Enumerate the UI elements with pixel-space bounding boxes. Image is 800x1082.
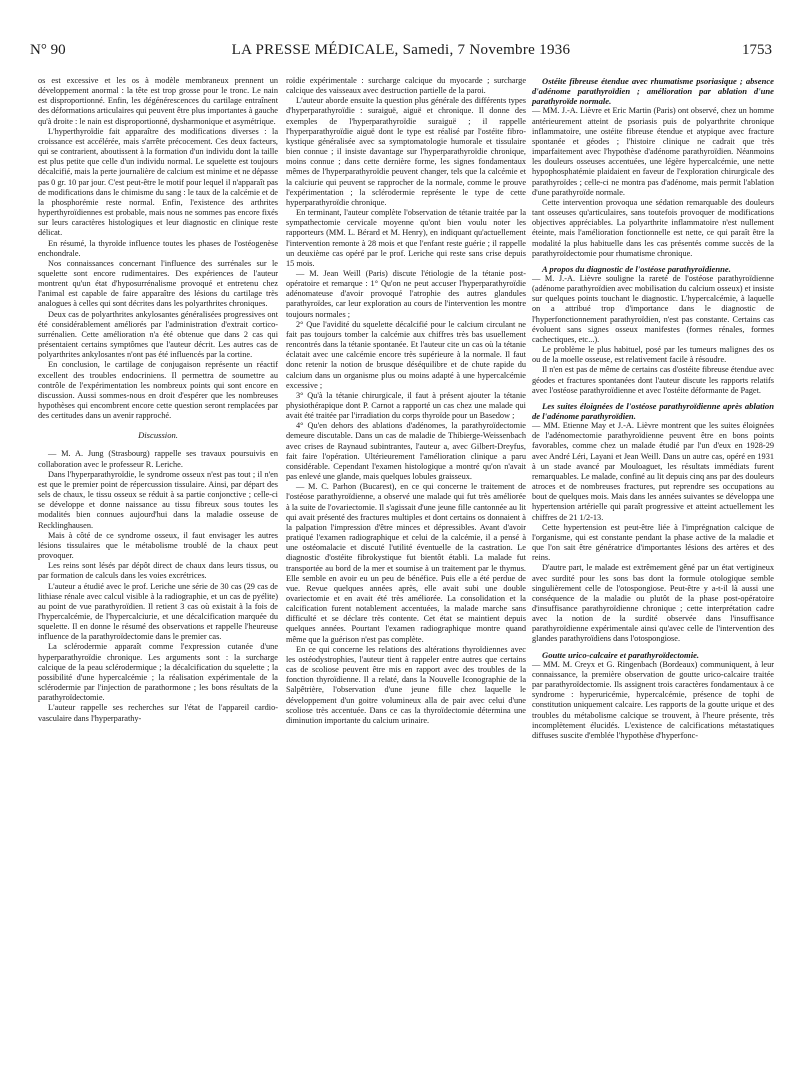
- column-2: [286, 76, 526, 726]
- paragraph: D'autre part, le malade est extrêmement gêné par un état vertigineux avec surdité pour les sons bas dont la formule otologique semble singulièrement celle de l'otospongiose. Peut-être y a-t-il là aussi une conséquence de la maladie ou plutôt de la phase post-opératoire d'insuffisance parathyroïdienne chronique ; cette interprétation cadre avec la notion de la surdité observée dans l'insuffisance parathyroïdienne expérimentale ainsi qu'avec celle de l'intervention des glandes parathyroïdiens dans l'otospongiose.: [532, 563, 774, 644]
- paragraph: Cette hypertension est peut-être liée à l'imprégnation calcique de l'organisme, qui est constante pendant la phase active de la maladie et que l'on sait être génératrice d'importantes lésions des artères et des reins.: [532, 522, 774, 563]
- paragraph: Deux cas de polyarthrites ankylosantes généralisées progressives ont été considérablement améliorés par l'administration d'extrait cortico-surrénalien. Cette amélioration n'a été obtenue que dans 2 cas qui présentaient certains symptômes que l'auteur décrit. Les autres cas de polyarthrites ankylosantes n'ont pas été influencés par la cortine.: [38, 309, 278, 360]
- page-number: 1753: [742, 42, 772, 58]
- paragraph: L'auteur aborde ensuite la question plus générale des différents types d'hyperparathyroïdie : suraiguë, aiguë et chronique. Il donne des exemples de l'hyperparathyroïdie suraiguë ; il rappelle l'hyperparathyroïdie aiguë dont le type est réalisé par l'ostéite fibro-kystique généralisée avec sa symptomatologie humorale et tissulaire bien connue ; il insiste davantage sur l'hyperparathyroïdie chronique, moins connue ; dans cette dernière forme, les signes fondamentaux mêmes de l'hyperparathyroïdie peuvent changer, tels que la calcémie et la calciurie qui peuvent se rapprocher de la normale, comme le prouve l'expérimentation ; la sclérodermie représente le type de cette hyperparathyroïdie chronique.: [286, 96, 526, 207]
- paragraph: La sclérodermie apparaît comme l'expression cutanée d'une hyperparathyroïdie chronique. Les arguments sont : la surcharge calcique de la peau sclérodermique ; la décalcification du squelette ; la possibilité d'une hypercalcémie ; la réalisation expérimentale de la sclérodermie par l'injection de parathormone ; les bons résultats de la parathyroïdectomie.: [38, 642, 278, 703]
- paragraph: — M. A. Jung (Strasbourg) rappelle ses travaux poursuivis en collaboration avec le professeur R. Leriche.: [38, 449, 278, 469]
- section-heading: A propos du diagnostic de l'ostéose parathyroïdienne.: [542, 263, 731, 274]
- paragraph: — M. Jean Weill (Paris) discute l'étiologie de la tétanie post-opératoire et remarque : 1° Qu'on ne peut accuser l'hyperparathyroïdie adénomateuse d'avoir provoqué l'atrophie des autres glandules parathyroïdes, car leur exploration au cours de l'intervention les montre toujours normales ;: [286, 268, 526, 319]
- paragraph: En résumé, la thyroïde influence toutes les phases de l'ostéogenèse enchondrale.: [38, 238, 278, 258]
- page-header: [30, 40, 772, 64]
- paragraph: 4° Qu'en dehors des ablations d'adénomes, la parathyroïdectomie demeure discutable. Dans un cas de maladie de Thibierge-Weissenbach avec crises de Raynaud subintrantes, l'auteur a, avec Gilbert-Dreyfus, fait faire l'opération. Ultérieurement l'amélioration clinique a paru considérable. Cependant l'examen histologique a montré qu'on n'avait pas enlevé une glande, mais quelques lobules graisseux.: [286, 421, 526, 482]
- paragraph: roïdie expérimentale : surcharge calcique du myocarde ; surcharge calcique des vaisseaux avec destruction partielle de la paroi.: [286, 76, 526, 96]
- section-heading: Ostéite fibreuse étendue avec rhumatisme psoriasique ; absence d'adénome parathyroïdien ; amélioration par ablation d'une parathyroïde normale.: [532, 76, 774, 107]
- paragraph: — M. J.-A. Lièvre souligne la rareté de l'ostéose parathyroïdienne (adénome parathyroïdien avec mobilisation du calcium osseux) et insiste sur quelques points touchant le diagnostic. L'hypercalcémie, à laquelle on a attribué trop d'importance dans le diagnostic de l'hyperfonctionnement parathyroïdien, n'est pas constante. Certains cas évoluent sans signes osseux manifestes (formes rénales, formes cachectiques, etc...).: [532, 273, 774, 344]
- paragraph: L'auteur a étudié avec le prof. Leriche une série de 30 cas (29 cas de lithiase rénale avec calcul visible à la radiographie, et un cas de pyélite) au point de vue parathyroïdien. Il retient 3 cas où existait à la fois de l'hypercalcémie, de l'hypercalciurie, et une décalcification marquée du squelette. Il en donne le résumé des observations et rappelle l'heureuse influence de la parathyroïdectomie dans le premier cas.: [38, 581, 278, 642]
- issue-number: N° 90: [30, 42, 66, 58]
- paragraph: — M. C. Parhon (Bucarest), en ce qui concerne le traitement de l'ostéose parathyroïdienne, a observé une malade qui fut très améliorée à la suite de l'ovariectomie. Il s'agissait d'une jeune fille cantonnée au lit qui avait présenté des fractures multiples et dont certains os donnaient à la palpation l'impression d'être minces et dépressibles. Avant d'avoir pratiqué l'examen radiographique et celui de la calcémie, il a pensé à une ostéomalacie et discuté l'utilité éventuelle de la castration. Le diagnostic d'ostéite fibrokystique fut bientôt établi. La malade fut transportée au bord de la mer et soumise à un traitement par le thymus. Elle semble en avoir eu un peu de bénéfice. Puis elle a été perdue de vue. Revue quelques années après, elle avait subi une double ovariectomie et en avait été très améliorée. La consolidation et la calcification furent notablement accentuées, la malade marche sans difficulté et se déclare très contente. Cet état se maintient depuis quelques années. Pourtant l'examen radiographique montre quand même que la guérison n'est pas complète.: [286, 482, 526, 644]
- paragraph: Cette intervention provoqua une sédation remarquable des douleurs tant osseuses qu'articulaires, sans toutefois provoquer de modifications objectives appréciables. La polyarthrite inflammatoire n'est nullement éteinte, mais l'amélioration fonctionnelle est nette, ce qui paraît être la modalité la plus habituelle dans les cas présentés comme succès de la parathyroïdectomie pour rhumatisme chronique.: [532, 197, 774, 258]
- section-subheading: Discussion.: [138, 430, 178, 441]
- paragraph: Dans l'hyperparathyroïdie, le syndrome osseux n'est pas tout ; il n'en est que le premier point de répercussion tissulaire. Ainsi, par départ des sels de chaux, le tissu osseux se réduit à sa partie conjonctive ; celle-ci se développe et donne naissance au tissu fibreux sous toutes les modalités bien connues aujourd'hui dans la maladie osseuse de Recklinghausen.: [38, 469, 278, 530]
- paragraph: os est excessive et les os à modèle membraneux prennent un développement anormal : la tête est trop grosse pour le tronc. Le nain est disproportionné. Enfin, les dégénérescences du cartilage entraînent des déformations articulaires qui peuvent être plus importantes à gauche qu'à droite : le nain est disproportionné, dysharmonique et asymétrique.: [38, 76, 278, 126]
- section-heading: Les suites éloignées de l'ostéose parathyroïdienne après ablation de l'adénome parathyroïdien.: [532, 400, 774, 421]
- paragraph: Mais à côté de ce syndrome osseux, il faut envisager les autres lésions tissulaires que le métabolisme troublé de la chaux peut provoquer.: [38, 530, 278, 561]
- paragraph: En ce qui concerne les relations des altérations thyroïdiennes avec les ostéodystrophies, l'auteur tient à rappeler entre autres que certains cas de scoliose peuvent être mis en rapport avec des troubles de la fonction thyroïdienne. Il a relaté, dans la Nouvelle Iconographie de la Salpêtrière, l'observation d'une jeune fille chez laquelle le développement d'un goitre volumineux alla de pair avec celui d'une scoliose très accentuée. Dans ce cas la thyroïdectomie détermina une diminution importante du calcium urinaire.: [286, 644, 526, 725]
- paragraph: 2° Que l'avidité du squelette décalcifié pour le calcium circulant ne fait pas toujours tomber la calcémie aux chiffres très bas usuellement rencontrés dans la tétanie spontanée. Et l'auteur cite un cas où la tétanie éclatait avec une calcémie encore très supérieure à la normale. Il faut donc retenir la notion de brusque déséquilibre et de chute rapide du calcium dans un organisme plus ou moins adapté à une hypercalcémie excessive ;: [286, 319, 526, 390]
- paragraph: — MM. M. Creyx et G. Ringenbach (Bordeaux) communiquent, à leur connaissance, la première observation de goutte urico-calcaire traitée par parathyroïdectomie. Ils assignent trois caractères fondamentaux à ce syndrome : hyperuricémie, hypercalcémie, présence de tophi de constitution uniquement calcaire. Les rapports de la goutte urique et des troubles du métabolisme calcique se trouvent, à l'heure présente, très incomplètement élucidés. L'existence de calcifications métastatiques diffuses suscite d'emblée l'hypothèse d'hyperfonc-: [532, 659, 774, 740]
- column-1: [38, 76, 278, 724]
- paragraph: Le problème le plus habituel, posé par les tumeurs malignes des os ou de la moelle osseuse, est relativement facile à résoudre.: [532, 345, 774, 365]
- paragraph: 3° Qu'à la tétanie chirurgicale, il faut à présent ajouter la tétanie physiothérapique dont P. Carnot a rapporté un cas chez une malade qui avait été traitée par l'irradiation du corps thyroïde pour un Basedow ;: [286, 390, 526, 421]
- column-3: [532, 76, 774, 741]
- section-heading: Goutte urico-calcaire et parathyroïdectomie.: [542, 649, 700, 660]
- journal-title: LA PRESSE MÉDICALE, Samedi, 7 Novembre 1936: [231, 42, 571, 58]
- paragraph: Les reins sont lésés par dépôt direct de chaux dans leurs tissus, ou par formation de calculs dans les voies excrétrices.: [38, 561, 278, 581]
- paragraph: L'hyperthyroïdie fait apparaître des modifications diverses : la croissance est accélérée, mais s'arrête précocement. Ces deux facteurs, qui se contrarient, aboutissent à la formation d'un individu dont la taille est plus petite que celle d'un individu normal. Le squelette est toujours décalcifié, mais la perte journalière de calcium est minime et ne dépasse pas 0 gr. 10 par jour. C'est peut-être le motif pour lequel il n'apparaît pas de modifications dans le chimisme du sang : le taux de la calcémie et de la phosphorémie reste normal. Enfin, l'existence des arthrites hyperthyroïdiennes est probable, mais nous ne sommes pas encore fixés sur leurs caractères histologiques et leur diagnostic en clinique reste délicat.: [38, 126, 278, 238]
- paragraph: L'auteur rappelle ses recherches sur l'état de l'appareil cardio-vasculaire dans l'hyperparathy-: [38, 703, 278, 723]
- paragraph: En terminant, l'auteur complète l'observation de tétanie traitée par la sympathectomie cervicale moyenne qu'ont bien voulu noter les rapporteurs (MM. L. Bérard et M. Henry), en indiquant qu'actuellement l'intervention remonte à 28 mois et que l'enfant reste guérie ; il rappelle un deuxième cas opéré par le prof. Leriche qui reste sans crise depuis 15 mois.: [286, 208, 526, 268]
- paragraph: Nos connaissances concernant l'influence des surrénales sur le squelette sont encore rudimentaires. Des expériences de l'auteur montrent qu'un état d'hyposurrénalisme provoqué et entretenu chez l'animal est capable de faire apparaître des lésions du cartilage très analogues à celles qui sont décrites dans les polyarthrites chroniques.: [38, 258, 278, 309]
- paragraph: — MM. Etienne May et J.-A. Lièvre montrent que les suites éloignées de l'adénomectomie parathyroïdienne peuvent être en bons points favorables, comme chez un malade étudié par l'un d'eux en 1928-29 avec André Léri, Layani et Jean Weill. Dans un autre cas, opéré en 1931 à un stade avancé par Mouloaguet, les résultats immédiats furent remarquables. Le malade, confiné au lit depuis cinq ans par des douleurs atroces et de nombreuses fractures, put reprendre ses occupations au bout de quelques mois. Mais dans les années suivantes se développa une hypertension artérielle qui paraît progressive et atteint actuellement les chiffres de 21 1/2-13.: [532, 421, 774, 522]
- paragraph: Il n'en est pas de même de certains cas d'ostéite fibreuse étendue avec géodes et fractures spontanées dont l'auteur discute les rapports relatifs avec l'ostéose parathyroïdienne et avec l'ostéite déformante de Paget.: [532, 365, 774, 395]
- paragraph: En conclusion, le cartilage de conjugaison représente un réactif excellent des troubles endocriniens. Il permettra de soumettre au contrôle de l'expérimentation les nombreux points qui sont encore en discussion. Aussi sommes-nous en droit d'espérer que les nombreuses hypothèses qui encombrent encore cette question seront remplacées par des certitudes dans un avenir rapproché.: [38, 360, 278, 421]
- paragraph: — MM. J.-A. Lièvre et Eric Martin (Paris) ont observé, chez un homme antérieurement atteint de psoriasis puis de polyarthrite chronique inflammatoire, une ostéite fibreuse étendue et atypique avec fracture spontanée et géodes ; l'histoire clinique ne cadrait que très imparfaitement avec l'hypothèse d'adénome parathyroïdien. Néanmoins les douleurs osseuses accentuées, une légère hypercalcémie, une nette hypophosphatémie plaidaient en faveur de l'exploration chirurgicale des parathyroïdes ; celle-ci ne montra pas d'adénome, mais permit l'ablation d'une parathyroïde normale.: [532, 106, 774, 197]
